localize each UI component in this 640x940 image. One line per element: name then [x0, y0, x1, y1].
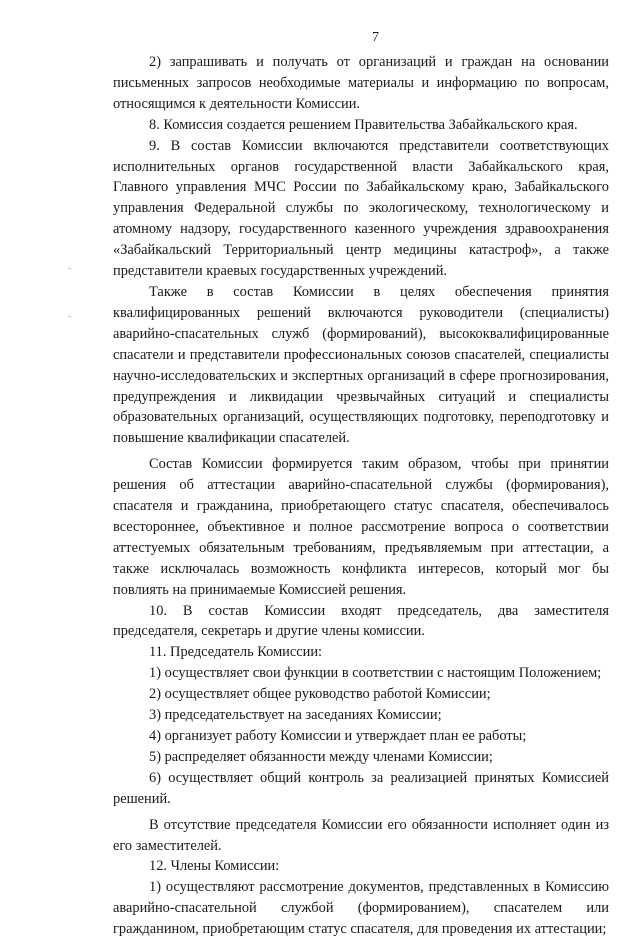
list-item-chairman-4: 4) организует работу Комиссии и утверждает план ее работы; — [149, 728, 527, 744]
page-number: 7 — [372, 30, 379, 45]
paragraph-8-creation: 8. Комиссия создается решением Правительства Забайкальского края. — [149, 116, 578, 133]
list-item-chairman-6: 6) осуществляет общий контроль за реализацией принятых Комиссией решений. — [113, 769, 609, 807]
paragraph-10-members: 10. В состав Комиссии входят председатель, два заместителя председателя, секретарь и другие члены комиссии. — [113, 602, 609, 640]
paragraph-chairman-absence: В отсутствие председателя Комиссии его обязанности исполняет один из его заместителей. — [113, 816, 609, 854]
list-item-chairman-3: 3) председательствует на заседаниях Комиссии; — [149, 707, 442, 724]
paragraph-formation: Состав Комиссии формируется таким образом, чтобы при принятии решения об аттестации аварийно-спасательной службы (формирования), спасателя и гражданина, приобретающего статус спасателя, обеспечивалось всестороннее, объективное и полное рассмотрение вопроса о соответствии аттестуемых обязательным требованиям, предъявляемым при аттестации, а также исключалась возможность конфликта интересов, который мог бы повлиять на принимаемые Комиссией решения. — [113, 456, 609, 598]
list-item-chairman-2: 2) осуществляет общее руководство работой Комиссии; — [149, 686, 491, 703]
list-item-chairman-1: 1) осуществляет свои функции в соответствии с настоящим Положением; — [149, 665, 602, 682]
scan-artifact — [68, 316, 71, 317]
scan-artifact — [68, 268, 71, 269]
paragraph-11-chairman-heading: 11. Председатель Комиссии: — [149, 644, 323, 661]
paragraph-9-composition: 9. В состав Комиссии включаются представители соответствующих исполнительных органов государственной власти Забайкальского края, Главного управления МЧС России по Забайкальскому краю, Забайкальского управления Федеральной службы по экологическому, технологическому и атомному надзору, государственного казенного учреждения здравоохранения «Забайкальский Территориальный центр медицины катастроф», а также представители краевых государственных учреждений. — [113, 137, 609, 280]
paragraph-specialists: Также в состав Комиссии в целях обеспечения принятия квалифицированных решений включаются руководители (специалисты) аварийно-спасательных служб (формирований), высококвалифицированные спасатели и представители профессиональных союзов спасателей, специалисты научно-исследовательских и экспертных организаций в сфере прогнозирования, предупреждения и ликвидации чрезвычайных ситуаций и специалисты образовательных организаций, осуществляющих подготовку, переподготовку и повышение квалификации спасателей. — [113, 283, 609, 447]
document-body — [113, 52, 609, 940]
list-item-members-1: 1) осуществляют рассмотрение документов, представленных в Комиссию аварийно-спасательной службой (формированием), спасателем или гражданином, приобретающим статус спасателя, для проведения их аттестации; — [113, 879, 609, 938]
list-item-chairman-5: 5) распределяет обязанности между членами Комиссии; — [149, 748, 493, 765]
paragraph-12-members-heading: 12. Члены Комиссии: — [149, 858, 280, 875]
paragraph-item-2-request: 2) запрашивать и получать от организаций и граждан на основании письменных запросов необходимые материалы и информацию по вопросам, относящимся к деятельности Комиссии. — [113, 54, 609, 112]
